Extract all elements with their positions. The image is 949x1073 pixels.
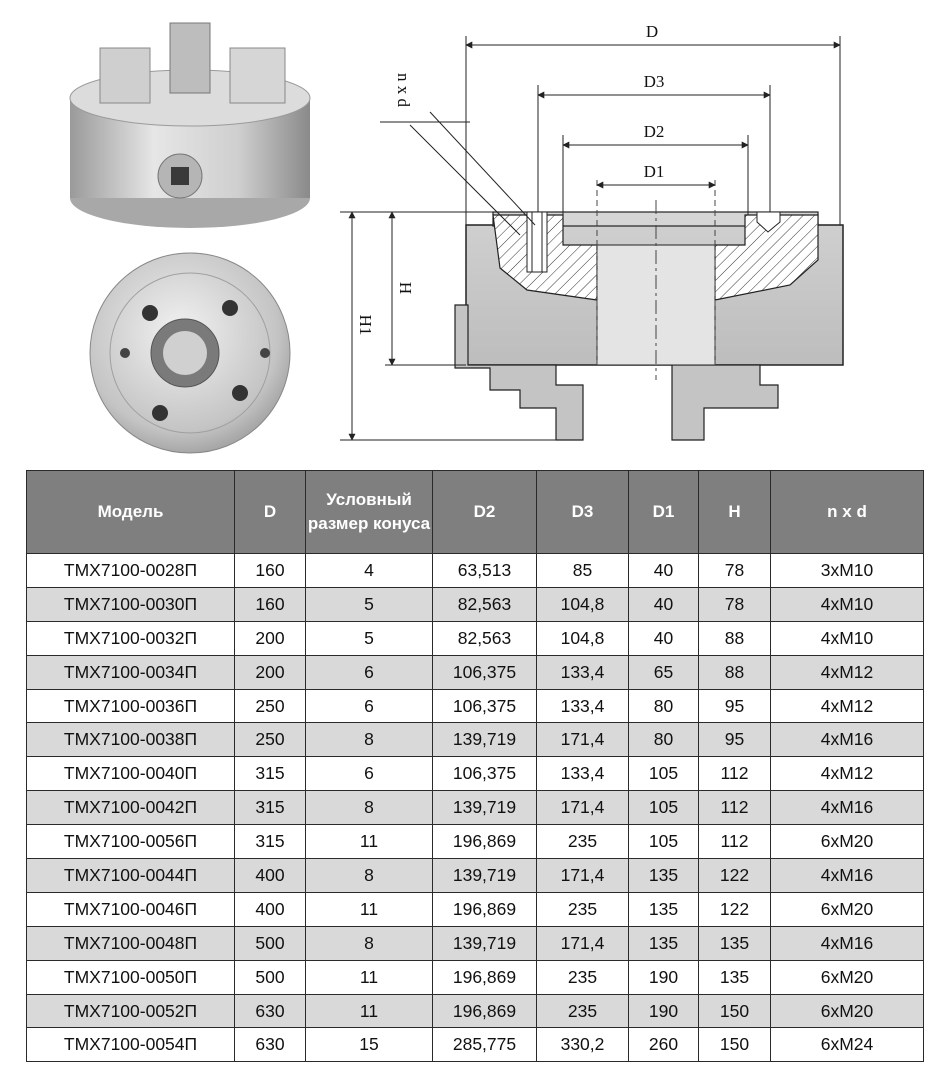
- table-cell: TMX7100-0038П: [27, 723, 235, 757]
- table-cell: TMX7100-0048П: [27, 926, 235, 960]
- chuck-section-body: [455, 180, 843, 440]
- column-header: Модель: [27, 471, 235, 554]
- table-cell: TMX7100-0050П: [27, 960, 235, 994]
- table-cell: 235: [537, 994, 629, 1028]
- table-cell: 200: [235, 621, 306, 655]
- table-cell: 139,719: [433, 926, 537, 960]
- table-cell: 78: [699, 587, 771, 621]
- column-header: D: [235, 471, 306, 554]
- table-cell: 139,719: [433, 723, 537, 757]
- table-cell: 250: [235, 723, 306, 757]
- table-row: [27, 757, 924, 791]
- table-cell: 4xM16: [771, 791, 924, 825]
- label-D3: D3: [643, 72, 665, 91]
- table-cell: 63,513: [433, 554, 537, 588]
- table-cell: 190: [629, 960, 699, 994]
- label-D: D: [645, 22, 659, 41]
- table-cell: 104,8: [537, 621, 629, 655]
- table-cell: 135: [629, 859, 699, 893]
- table-cell: 171,4: [537, 791, 629, 825]
- table-cell: 95: [699, 689, 771, 723]
- table-cell: 235: [537, 960, 629, 994]
- table-cell: 82,563: [433, 587, 537, 621]
- table-cell: 171,4: [537, 926, 629, 960]
- table-cell: 112: [699, 825, 771, 859]
- table-cell: 11: [306, 994, 433, 1028]
- table-cell: 6xM20: [771, 960, 924, 994]
- table-row: [27, 825, 924, 859]
- chuck-photo-side: [70, 23, 310, 228]
- table-cell: 3xM10: [771, 554, 924, 588]
- table-cell: 106,375: [433, 655, 537, 689]
- table-cell: TMX7100-0034П: [27, 655, 235, 689]
- table-cell: 95: [699, 723, 771, 757]
- table-cell: 500: [235, 960, 306, 994]
- table-cell: 88: [699, 621, 771, 655]
- table-cell: 630: [235, 1028, 306, 1062]
- table-cell: 135: [629, 926, 699, 960]
- table-cell: 5: [306, 621, 433, 655]
- table-row: [27, 1028, 924, 1062]
- table-cell: 196,869: [433, 960, 537, 994]
- table-cell: 133,4: [537, 757, 629, 791]
- table-cell: 5: [306, 587, 433, 621]
- table-cell: 135: [699, 960, 771, 994]
- table-cell: 171,4: [537, 723, 629, 757]
- table-cell: 250: [235, 689, 306, 723]
- table-cell: 4xM16: [771, 859, 924, 893]
- table-cell: 139,719: [433, 859, 537, 893]
- table-cell: 105: [629, 757, 699, 791]
- table-row: [27, 621, 924, 655]
- product-photos: [40, 8, 340, 458]
- table-cell: 80: [629, 723, 699, 757]
- table-cell: 122: [699, 892, 771, 926]
- table-cell: 105: [629, 825, 699, 859]
- table-cell: 171,4: [537, 859, 629, 893]
- table-cell: TMX7100-0028П: [27, 554, 235, 588]
- label-H: H: [396, 281, 415, 295]
- table-cell: 40: [629, 587, 699, 621]
- table-cell: 122: [699, 859, 771, 893]
- table-row: [27, 960, 924, 994]
- table-cell: 112: [699, 791, 771, 825]
- table-cell: 160: [235, 554, 306, 588]
- table-cell: 8: [306, 723, 433, 757]
- table-row: [27, 892, 924, 926]
- table-cell: 78: [699, 554, 771, 588]
- table-cell: 139,719: [433, 791, 537, 825]
- table-cell: 135: [629, 892, 699, 926]
- table-cell: 6xM20: [771, 994, 924, 1028]
- table-cell: 4xM12: [771, 689, 924, 723]
- table-cell: 133,4: [537, 689, 629, 723]
- table-row: [27, 791, 924, 825]
- table-cell: 80: [629, 689, 699, 723]
- table-header-row: [27, 471, 924, 554]
- table-cell: TMX7100-0044П: [27, 859, 235, 893]
- table-cell: 315: [235, 825, 306, 859]
- column-header: Условный размер конуса: [306, 471, 433, 554]
- table-cell: 150: [699, 1028, 771, 1062]
- table-row: [27, 554, 924, 588]
- table-cell: 133,4: [537, 655, 629, 689]
- table-cell: 4xM16: [771, 926, 924, 960]
- table-cell: 315: [235, 791, 306, 825]
- table-row: [27, 994, 924, 1028]
- table-row: [27, 587, 924, 621]
- table-cell: 40: [629, 621, 699, 655]
- table-cell: 200: [235, 655, 306, 689]
- table-cell: 400: [235, 859, 306, 893]
- table-cell: TMX7100-0030П: [27, 587, 235, 621]
- table-cell: 630: [235, 994, 306, 1028]
- table-cell: 106,375: [433, 757, 537, 791]
- table-cell: 4: [306, 554, 433, 588]
- table-cell: 85: [537, 554, 629, 588]
- table-cell: 190: [629, 994, 699, 1028]
- table-cell: 4xM16: [771, 723, 924, 757]
- table-row: [27, 723, 924, 757]
- table-cell: 150: [699, 994, 771, 1028]
- label-D1: D1: [643, 162, 665, 181]
- table-cell: 112: [699, 757, 771, 791]
- table-cell: 4xM12: [771, 757, 924, 791]
- technical-drawing: [335, 10, 860, 450]
- table-cell: 6xM24: [771, 1028, 924, 1062]
- label-nxd: n x d: [394, 73, 413, 107]
- table-cell: 88: [699, 655, 771, 689]
- table-cell: 160: [235, 587, 306, 621]
- table-cell: 196,869: [433, 892, 537, 926]
- table-cell: 15: [306, 1028, 433, 1062]
- specification-table: [26, 470, 924, 1062]
- table-cell: TMX7100-0032П: [27, 621, 235, 655]
- table-cell: 135: [699, 926, 771, 960]
- table-cell: 40: [629, 554, 699, 588]
- table-cell: TMX7100-0054П: [27, 1028, 235, 1062]
- table-cell: 6: [306, 689, 433, 723]
- table-cell: 315: [235, 757, 306, 791]
- table-cell: 65: [629, 655, 699, 689]
- column-header: n x d: [771, 471, 924, 554]
- table-cell: 105: [629, 791, 699, 825]
- table-cell: 4xM10: [771, 621, 924, 655]
- column-header: D3: [537, 471, 629, 554]
- table-cell: 106,375: [433, 689, 537, 723]
- table-cell: 8: [306, 926, 433, 960]
- column-header: H: [699, 471, 771, 554]
- table-cell: 8: [306, 791, 433, 825]
- table-cell: 6: [306, 757, 433, 791]
- table-cell: 11: [306, 892, 433, 926]
- label-D2: D2: [643, 122, 665, 141]
- table-cell: 196,869: [433, 994, 537, 1028]
- table-cell: 285,775: [433, 1028, 537, 1062]
- table-cell: TMX7100-0040П: [27, 757, 235, 791]
- table-body: [27, 554, 924, 1062]
- table-cell: 6: [306, 655, 433, 689]
- table-row: [27, 689, 924, 723]
- table-cell: 6xM20: [771, 892, 924, 926]
- table-cell: 6xM20: [771, 825, 924, 859]
- table-cell: 82,563: [433, 621, 537, 655]
- table-cell: TMX7100-0046П: [27, 892, 235, 926]
- table-cell: 4xM10: [771, 587, 924, 621]
- table-cell: TMX7100-0056П: [27, 825, 235, 859]
- table-cell: 260: [629, 1028, 699, 1062]
- table-cell: 104,8: [537, 587, 629, 621]
- table-row: [27, 655, 924, 689]
- table-cell: TMX7100-0052П: [27, 994, 235, 1028]
- table-cell: 196,869: [433, 825, 537, 859]
- column-header: D1: [629, 471, 699, 554]
- table-cell: 400: [235, 892, 306, 926]
- table-cell: 235: [537, 825, 629, 859]
- table-cell: 11: [306, 825, 433, 859]
- table-row: [27, 926, 924, 960]
- table-cell: 11: [306, 960, 433, 994]
- table-cell: 4xM12: [771, 655, 924, 689]
- table-cell: 235: [537, 892, 629, 926]
- label-H1: H1: [356, 314, 375, 336]
- table-cell: 330,2: [537, 1028, 629, 1062]
- column-header: D2: [433, 471, 537, 554]
- table-cell: TMX7100-0036П: [27, 689, 235, 723]
- table-cell: TMX7100-0042П: [27, 791, 235, 825]
- table-cell: 500: [235, 926, 306, 960]
- table-cell: 8: [306, 859, 433, 893]
- table-row: [27, 859, 924, 893]
- chuck-photo-front: [90, 253, 290, 453]
